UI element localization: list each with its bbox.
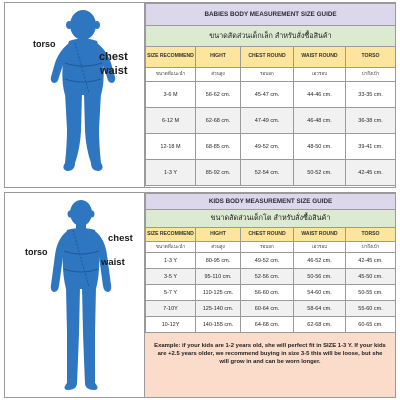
baby-header-chest: CHEST ROUND xyxy=(241,47,294,68)
chest-cell: 52-54 cm. xyxy=(241,160,294,186)
height-cell: 85-92 cm. xyxy=(196,160,241,186)
chest-cell: 49-52 cm. xyxy=(241,253,294,269)
height-cell: 68-85 cm. xyxy=(196,134,241,160)
baby-waist-label: waist xyxy=(100,65,128,77)
height-cell: 110-125 cm. xyxy=(196,285,241,301)
waist-cell: 46-48 cm. xyxy=(294,108,346,134)
waist-cell: 44-46 cm. xyxy=(294,82,346,108)
waist-cell: 50-52 cm. xyxy=(294,160,346,186)
table-row xyxy=(146,108,396,134)
chest-cell: 45-47 cm. xyxy=(241,82,294,108)
size-cell: 3-6 M xyxy=(146,82,196,108)
table-row xyxy=(146,253,396,269)
kid-thai-header-chest: รอบอก xyxy=(241,242,294,253)
chest-cell: 47-49 cm. xyxy=(241,108,294,134)
table-row xyxy=(146,82,396,108)
chest-cell: 49-52 cm. xyxy=(241,134,294,160)
baby-header-waist: WAIST ROUND xyxy=(294,47,346,68)
waist-cell: 50-56 cm. xyxy=(294,269,346,285)
baby-header-torso: TORSO xyxy=(346,47,396,68)
torso-cell: 36-38 cm. xyxy=(346,108,396,134)
torso-cell: 33-35 cm. xyxy=(346,82,396,108)
baby-torso-label: torso xyxy=(33,39,56,49)
torso-cell: 55-60 cm. xyxy=(346,301,396,317)
waist-cell: 58-64 cm. xyxy=(294,301,346,317)
kid-torso-label: torso xyxy=(25,247,48,257)
baby-size-guide-panel xyxy=(4,2,396,188)
kid-thai-title: ขนาดสัดส่วนเด็กโต สำหรับสั่งซื้อสินค้า xyxy=(146,210,396,228)
waist-cell: 46-52 cm. xyxy=(294,253,346,269)
size-cell: 3-5 Y xyxy=(146,269,196,285)
torso-cell: 60-65 cm. xyxy=(346,317,396,333)
torso-cell: 45-50 cm. xyxy=(346,269,396,285)
size-cell: 12-18 M xyxy=(146,134,196,160)
height-cell: 56-62 cm. xyxy=(196,82,241,108)
kid-header-torso: TORSO xyxy=(346,228,396,242)
height-cell: 140-155 cm. xyxy=(196,317,241,333)
kid-header-size: SIZE RECOMMEND xyxy=(146,228,196,242)
chest-cell: 56-60 cm. xyxy=(241,285,294,301)
chest-cell: 60-64 cm. xyxy=(241,301,294,317)
waist-cell: 54-60 cm. xyxy=(294,285,346,301)
baby-size-table xyxy=(145,3,396,186)
kid-header-waist: WAIST ROUND xyxy=(294,228,346,242)
baby-table-title: BABIES BODY MEASUREMENT SIZE GUIDE xyxy=(146,4,396,26)
table-row xyxy=(146,269,396,285)
baby-chest-label: chest xyxy=(99,51,128,63)
size-cell: 1-3 Y xyxy=(146,160,196,186)
baby-silhouette-icon xyxy=(51,10,115,171)
chest-cell: 64-68 cm. xyxy=(241,317,294,333)
kid-chest-label: chest xyxy=(108,233,133,244)
baby-thai-header-size: ขนาดที่แนะนำ xyxy=(146,68,196,82)
table-row xyxy=(146,160,396,186)
kid-header-height: HIGHT xyxy=(196,228,241,242)
torso-cell: 42-45 cm. xyxy=(346,253,396,269)
size-cell: 10-12Y xyxy=(146,317,196,333)
kid-waist-label: waist xyxy=(101,257,125,268)
torso-cell: 39-41 cm. xyxy=(346,134,396,160)
baby-thai-header-torso: บ่าถึงเป้า xyxy=(346,68,396,82)
kid-size-table xyxy=(145,193,396,333)
table-row xyxy=(146,134,396,160)
baby-header-size: SIZE RECOMMEND xyxy=(146,47,196,68)
baby-thai-header-height: ส่วนสูง xyxy=(196,68,241,82)
kid-thai-header-torso: บ่าถึงเป้า xyxy=(346,242,396,253)
size-cell: 6-12 M xyxy=(146,108,196,134)
height-cell: 125-140 cm. xyxy=(196,301,241,317)
height-cell: 80-95 cm. xyxy=(196,253,241,269)
sizing-example-note: Example: if your kids are 1-2 years old, she will perfect fit in SIZE 1-3 Y. If your kids are +2.5 years older, we recommend buying in size 3-5 this will be loose, but she will grow in and can be worn longer. xyxy=(145,332,395,397)
size-cell: 7-10Y xyxy=(146,301,196,317)
baby-body-illustration xyxy=(5,3,145,189)
size-cell: 5-7 Y xyxy=(146,285,196,301)
kid-thai-header-height: ส่วนสูง xyxy=(196,242,241,253)
table-row xyxy=(146,301,396,317)
baby-thai-header-chest: รอบอก xyxy=(241,68,294,82)
kid-thai-header-waist: เอวรอบ xyxy=(294,242,346,253)
chest-cell: 52-56 cm. xyxy=(241,269,294,285)
kids-size-guide-panel xyxy=(4,192,396,398)
baby-figure-area xyxy=(5,3,145,187)
kid-figure-area xyxy=(5,193,145,397)
size-cell: 1-3 Y xyxy=(146,253,196,269)
kid-header-chest: CHEST ROUND xyxy=(241,228,294,242)
kid-thai-header-size: ขนาดที่แนะนำ xyxy=(146,242,196,253)
kid-table-title: KIDS BODY MEASUREMENT SIZE GUIDE xyxy=(146,194,396,210)
kid-silhouette-icon xyxy=(51,200,111,390)
waist-cell: 62-68 cm. xyxy=(294,317,346,333)
table-row xyxy=(146,285,396,301)
baby-header-height: HIGHT xyxy=(196,47,241,68)
kid-body-illustration xyxy=(5,193,145,399)
waist-cell: 48-50 cm. xyxy=(294,134,346,160)
baby-thai-title: ขนาดสัดส่วนเด็กเล็ก สำหรับสั่งซื้อสินค้า xyxy=(146,26,396,47)
height-cell: 62-68 cm. xyxy=(196,108,241,134)
table-row xyxy=(146,317,396,333)
baby-thai-header-waist: เอวรอบ xyxy=(294,68,346,82)
torso-cell: 50-55 cm. xyxy=(346,285,396,301)
height-cell: 95-110 cm. xyxy=(196,269,241,285)
torso-cell: 42-45 cm. xyxy=(346,160,396,186)
